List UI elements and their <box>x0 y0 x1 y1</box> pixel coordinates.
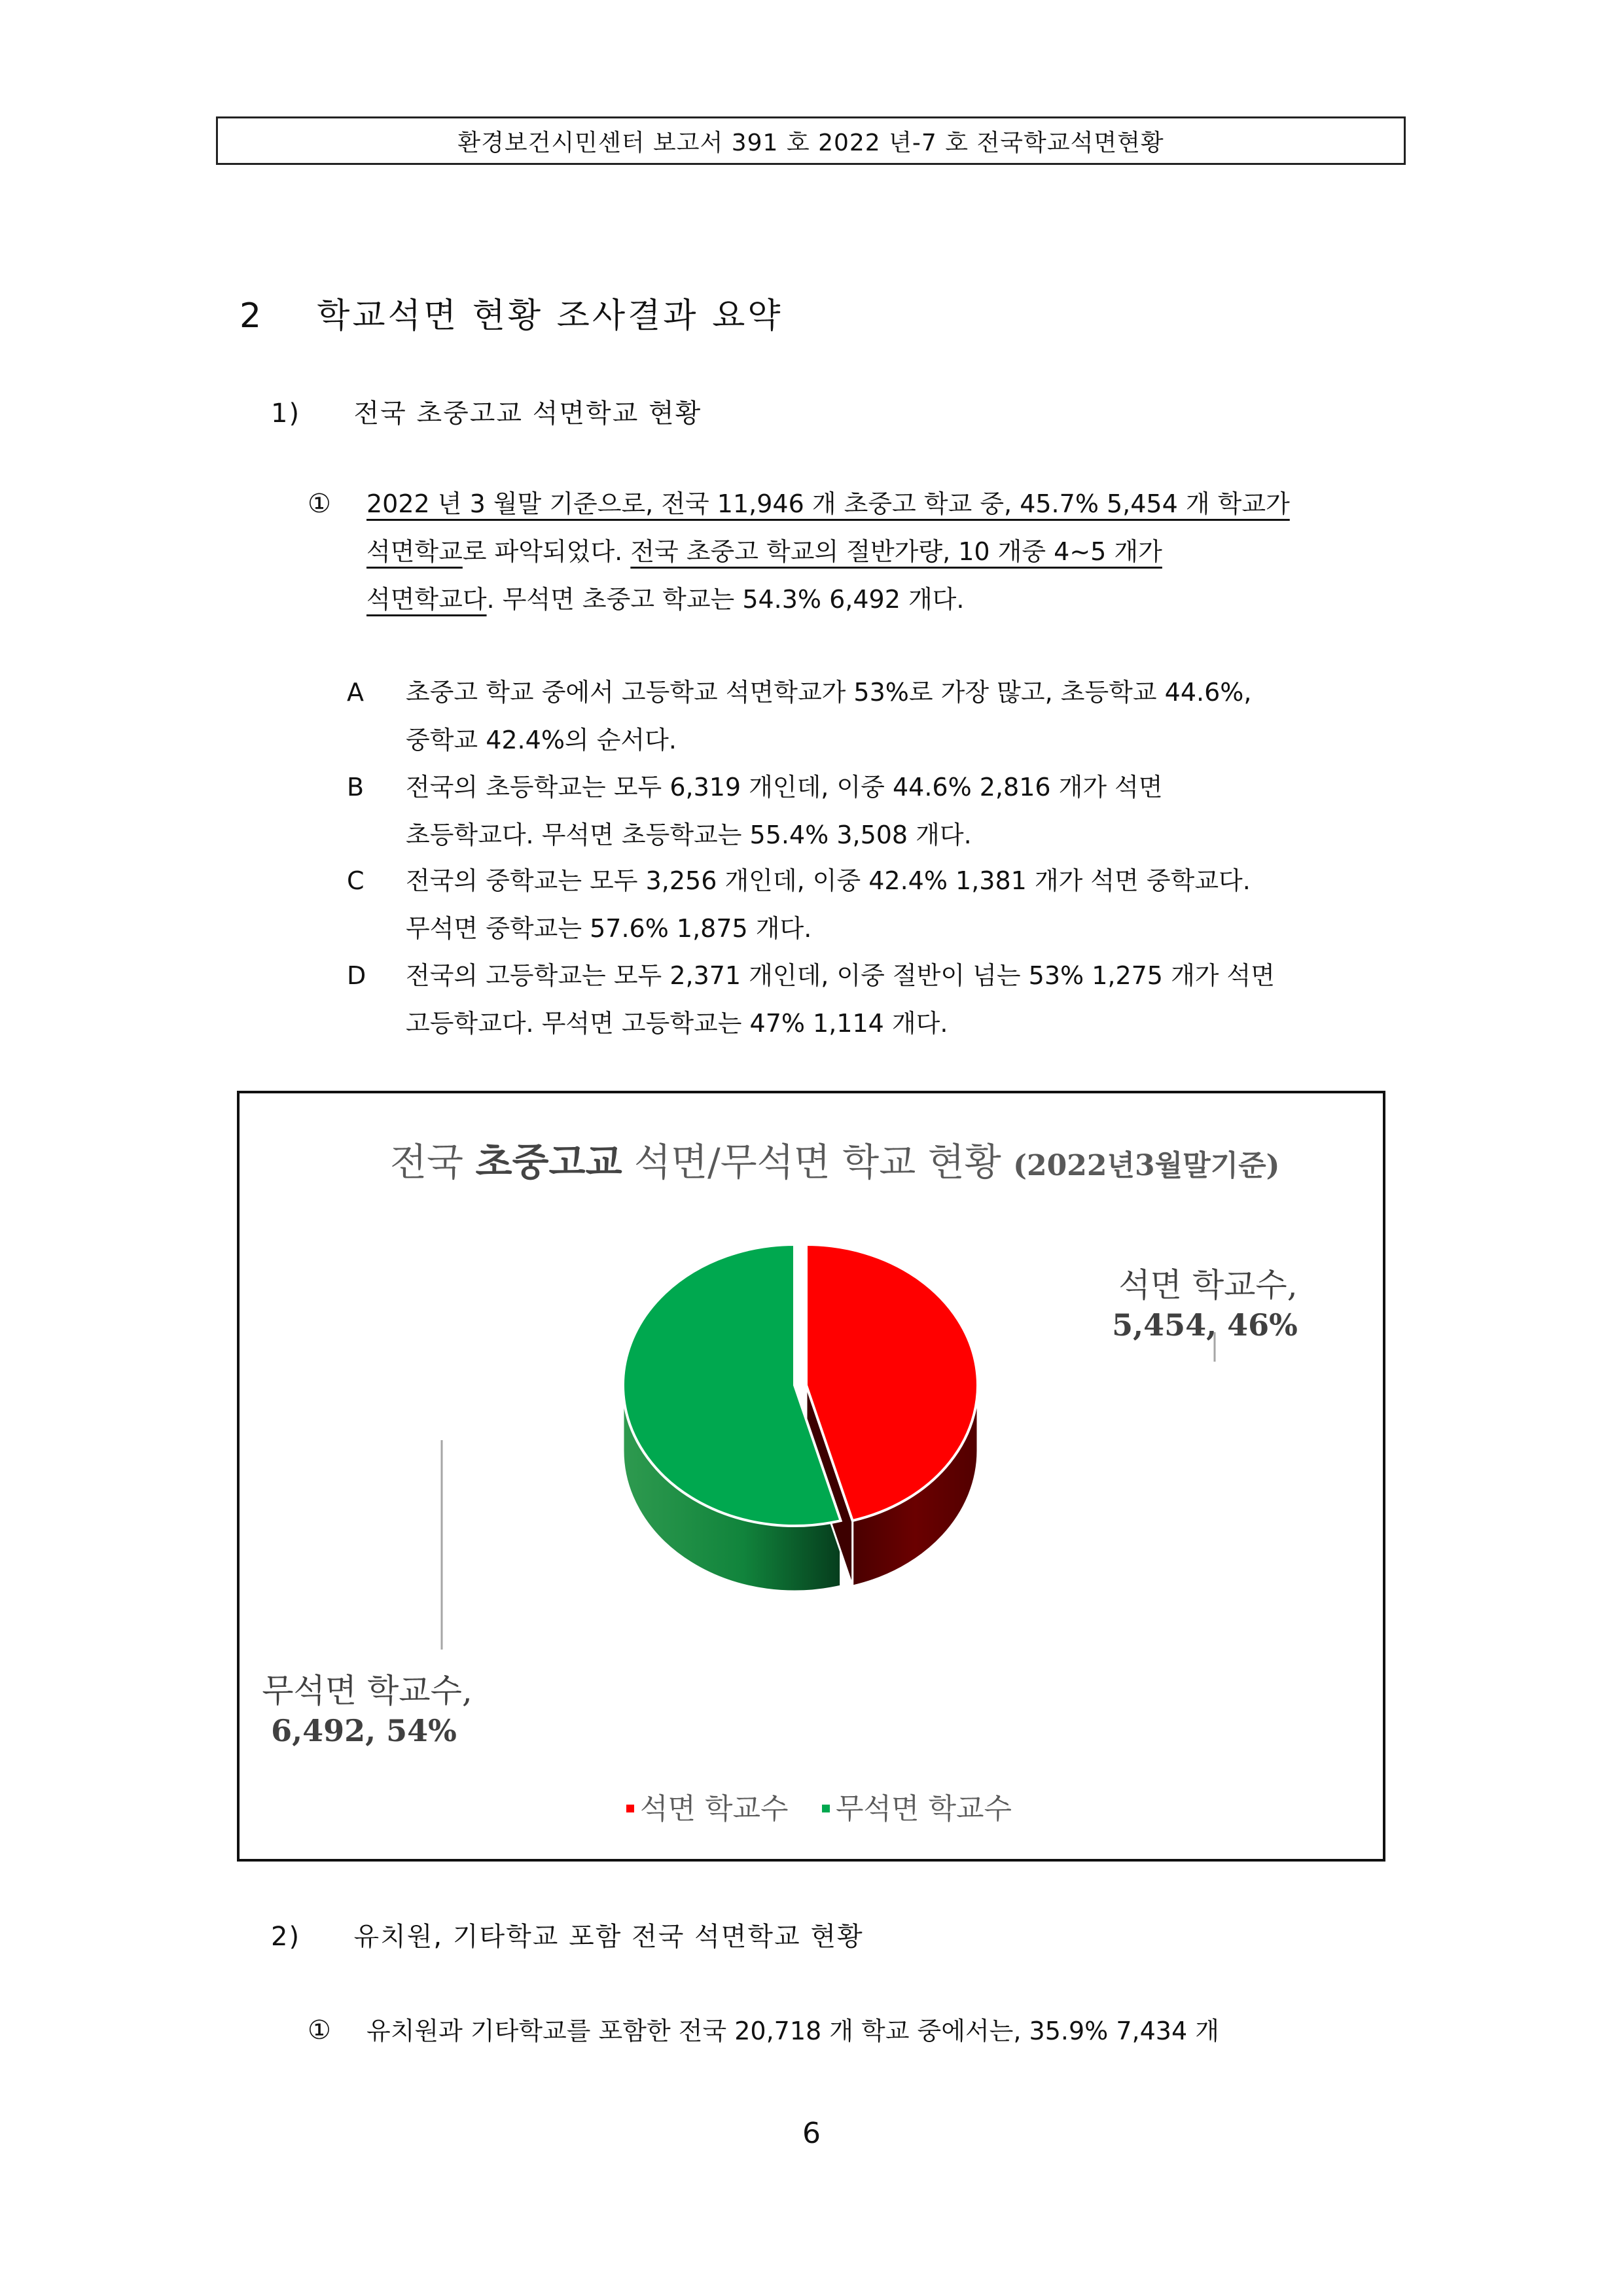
list-marker: C <box>347 866 365 895</box>
legend-label-asbestos: 석면 학교수 <box>640 1792 789 1826</box>
subsection-1-number: 1) <box>271 398 301 429</box>
list-item: 초중고 학교 중에서 고등학교 석면학교가 53%로 가장 많고, 초등학교 44.6%, 중학교 42.4%의 순서다. <box>406 678 1252 754</box>
list-marker: B <box>347 773 365 802</box>
paragraph-2-line-1: 유치원과 기타학교를 포함한 전국 20,718 개 학교 중에서는, 35.9% 7,434 개 <box>366 2017 1219 2045</box>
paragraph-1 <box>366 480 1290 624</box>
subsection-2-title: 유치원, 기타학교 포함 전국 석면학교 현황 <box>353 1922 864 1952</box>
report-header <box>216 116 1406 165</box>
list-item: 전국의 고등학교는 모두 2,371 개인데, 이중 절반이 넘는 53% 1,275 개가 석면 고등학교다. 무석면 고등학교는 47% 1,114 개다. <box>406 961 1275 1038</box>
data-label-no-asbestos-name: 무석면 학교수, <box>262 1672 473 1710</box>
subsection-1-title: 전국 초중고교 석면학교 현황 <box>353 398 702 429</box>
paragraph-1-line-3: 석면학교다. 무석면 초중고 학교는 54.3% 6,492 개다. <box>366 585 965 614</box>
report-header-title: 환경보건시민센터 보고서 391 호 2022 년-7 호 전국학교석면현황 <box>457 129 1164 156</box>
subsection-2-heading <box>271 1916 864 1953</box>
list-item: 전국의 중학교는 모두 3,256 개인데, 이중 42.4% 1,381 개가 석면 중학교다. 무석면 중학교는 57.6% 1,875 개다. <box>406 866 1251 943</box>
data-label-asbestos-value: 5,454, 46% <box>1112 1307 1298 1343</box>
data-label-no-asbestos-value: 6,492, 54% <box>271 1713 457 1748</box>
subsection-2-number: 2) <box>271 1922 301 1952</box>
chart-legend <box>626 1792 1012 1826</box>
paragraph-1-line-1: 2022 년 3 월말 기준으로, 전국 11,946 개 초중고 학교 중, 45.7% 5,454 개 학교가 <box>366 489 1290 518</box>
legend-swatch-asbestos <box>626 1805 634 1812</box>
chart-title: 전국 초중고교 석면/무석면 학교 현황 (2022년3월말기준) <box>390 1140 1280 1184</box>
section-number: 2 <box>240 296 264 336</box>
list-marker: A <box>347 678 364 707</box>
section-title: 학교석면 현황 조사결과 요약 <box>317 296 783 336</box>
section-heading <box>240 288 783 337</box>
circled-marker-2: ① <box>308 2015 331 2045</box>
legend-label-no-asbestos: 무석면 학교수 <box>836 1792 1012 1826</box>
subsection-1-heading <box>271 393 702 430</box>
list-item: 전국의 초등학교는 모두 6,319 개인데, 이중 44.6% 2,816 개가 석면 초등학교다. 무석면 초등학교는 55.4% 3,508 개다. <box>406 773 1163 849</box>
page-number: 6 <box>802 2117 821 2150</box>
data-label-asbestos-name: 석면 학교수, <box>1118 1266 1298 1304</box>
pie-chart-frame <box>237 1091 1385 1862</box>
pie-chart <box>240 1093 1383 1859</box>
paragraph-1-line-2: 석면학교로 파악되었다. 전국 초중고 학교의 절반가량, 10 개중 4~5 개가 <box>366 537 1162 566</box>
list-marker: D <box>347 961 366 990</box>
circled-marker-1: ① <box>308 489 331 519</box>
legend-swatch-no-asbestos <box>822 1805 830 1812</box>
